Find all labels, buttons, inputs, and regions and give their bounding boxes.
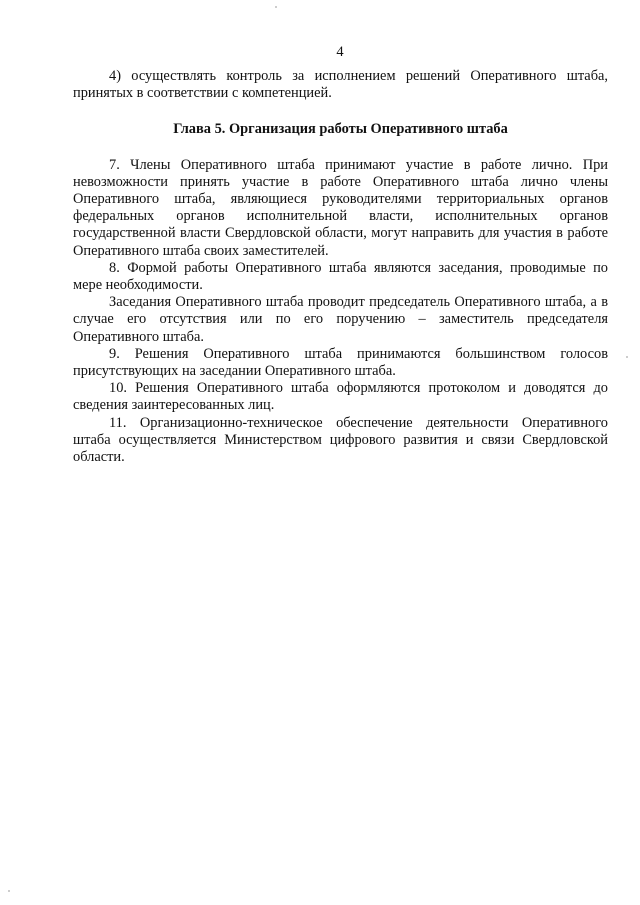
paragraph: 7. Члены Оперативного штаба принимают участие в работе лично. При невозможности принять участие в работе Оперативного штаба лично члены Оперативного штаба, являющиеся руководителями территориальных органов федеральных органов исполнительной власти, исполнительных органов государственной власти Свердловской области, могут направить для участия в работе Оперативного штаба своих заместителей. [73, 156, 608, 259]
chapter-heading: Глава 5. Организация работы Оперативного штаба [173, 121, 508, 138]
page-number: 4 [336, 44, 344, 60]
paragraph: Заседания Оперативного штаба проводит председатель Оперативного штаба, а в случае его отсутствия или по его поручению – заместитель председателя Оперативного штаба. [73, 294, 608, 345]
scan-speck [275, 6, 277, 8]
paragraph: 11. Организационно-техническое обеспечение деятельности Оперативного штаба осуществляется Министерством цифрового развития и связи Свердловской области. [73, 414, 608, 466]
paragraph: 8. Формой работы Оперативного штаба являются заседания, проводимые по мере необходимости. [73, 259, 608, 294]
scan-speck [626, 356, 628, 358]
document-body [73, 68, 608, 466]
scan-speck [8, 890, 10, 892]
paragraph: 9. Решения Оперативного штаба принимаются большинством голосов присутствующих на заседании Оперативного штаба. [73, 345, 608, 380]
intro-paragraph: 4) осуществлять контроль за исполнением решений Оперативного штаба, принятых в соответствии с компетенцией. [73, 68, 608, 102]
paragraph-list [73, 157, 608, 467]
paragraph: 10. Решения Оперативного штаба оформляются протоколом и доводятся до сведения заинтересованных лиц. [73, 380, 608, 414]
